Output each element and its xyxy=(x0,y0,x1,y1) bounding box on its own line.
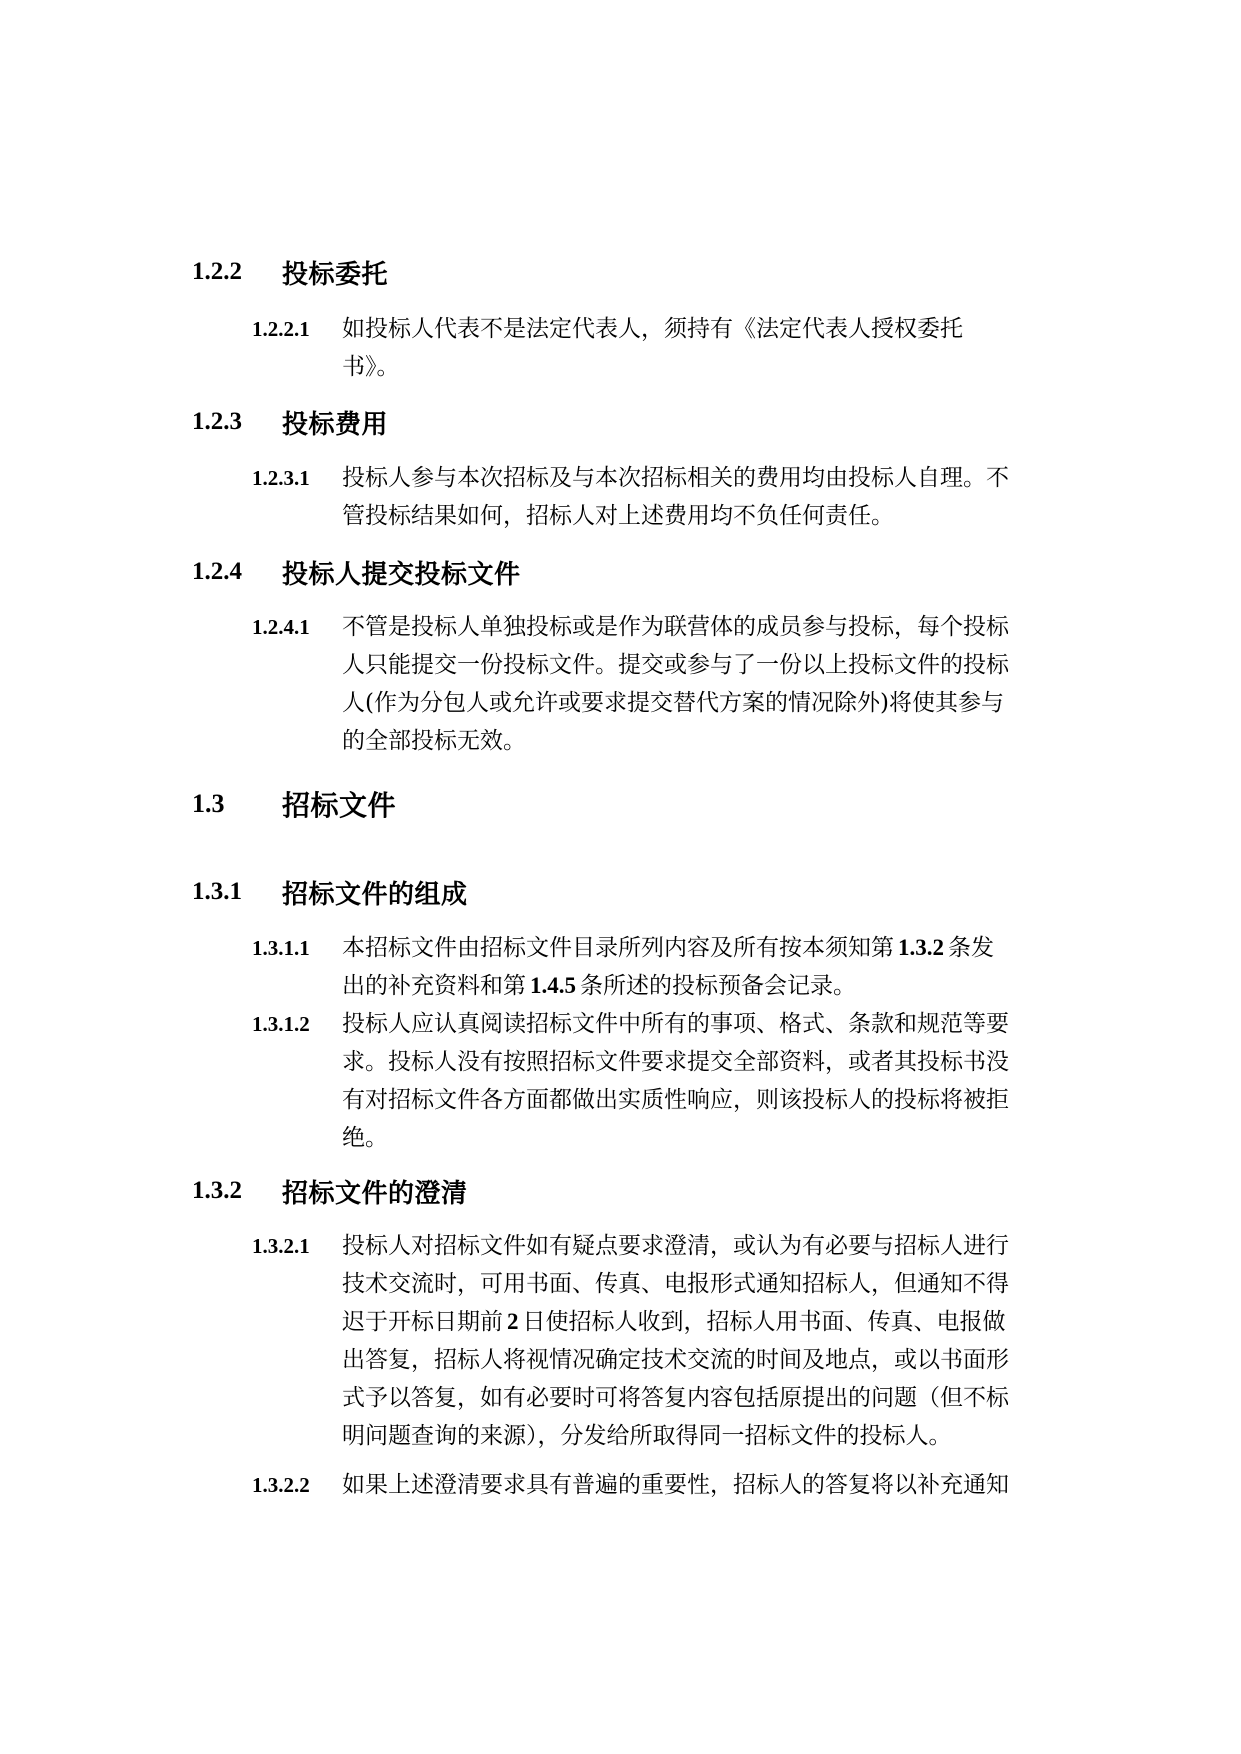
clause-line: 技术交流时，可用书面、传真、电报形式通知招标人，但通知不得 xyxy=(342,1271,1009,1297)
clause-line: 式予以答复，如有必要时可将答复内容包括原提出的问题（但不标 xyxy=(342,1385,1009,1411)
clause-text: 日使招标人收到，招标人用书面、传真、电报做 xyxy=(522,1309,1006,1335)
clause-text: 出的补充资料和第 xyxy=(342,973,526,999)
clause-line: 投标人应认真阅读招标文件中所有的事项、格式、条款和规范等要 xyxy=(342,1011,1009,1037)
clause-line xyxy=(342,967,1048,1005)
section-number: 1.2.3 xyxy=(192,408,242,435)
clause-line: 出答复，招标人将视情况确定技术交流的时间及地点，或以书面形 xyxy=(342,1347,1009,1373)
clause-line xyxy=(342,1303,1048,1341)
section-heading xyxy=(192,872,468,912)
clause-text: 本招标文件由招标文件目录所列内容及所有按本须知第 xyxy=(342,935,894,961)
section-number: 1.3 xyxy=(192,789,225,818)
clause-line: 不管是投标人单独投标或是作为联营体的成员参与投标，每个投标 xyxy=(342,614,1009,640)
clause-line: 管投标结果如何，招标人对上述费用均不负任何责任。 xyxy=(342,503,894,529)
section-heading xyxy=(192,784,396,824)
clause-line: 如果上述澄清要求具有普遍的重要性，招标人的答复将以补充通知 xyxy=(342,1472,1009,1498)
clause-text: 条所述的投标预备会记录。 xyxy=(580,973,856,999)
clause-number: 1.3.2.2 xyxy=(252,1473,310,1497)
section-number: 1.3.1 xyxy=(192,878,242,905)
section-title: 招标文件的澄清 xyxy=(282,1178,468,1209)
section-heading xyxy=(192,402,388,442)
clause-line: 投标人对招标文件如有疑点要求澄清，或认为有必要与招标人进行 xyxy=(342,1233,1009,1259)
section-heading xyxy=(192,552,521,592)
clause-line: 的全部投标无效。 xyxy=(342,728,526,754)
clause-line: 投标人参与本次招标及与本次招标相关的费用均由投标人自理。不 xyxy=(342,465,1009,491)
section-title: 招标文件的组成 xyxy=(282,879,468,910)
section-number: 1.2.2 xyxy=(192,258,242,285)
clause-number: 1.3.1.1 xyxy=(252,936,310,960)
clause-line: 明问题查询的来源），分发给所取得同一招标文件的投标人。 xyxy=(342,1423,952,1449)
clause-number: 1.2.3.1 xyxy=(252,466,310,490)
clause-number: 1.3.2.1 xyxy=(252,1234,310,1258)
clause-reference: 2 xyxy=(507,1309,519,1334)
clause-line: 书》。 xyxy=(342,354,400,380)
section-heading xyxy=(192,252,388,292)
section-number: 1.3.2 xyxy=(192,1177,242,1204)
clause-reference: 1.4.5 xyxy=(530,973,576,998)
clause-text: 迟于开标日期前 xyxy=(342,1309,503,1335)
clause-line xyxy=(342,929,1048,967)
clause-number: 1.2.2.1 xyxy=(252,317,310,341)
section-heading xyxy=(192,1171,468,1211)
clause-line: 人(作为分包人或允许或要求提交替代方案的情况除外)将使其参与 xyxy=(342,690,1004,716)
section-title: 招标文件 xyxy=(282,789,397,822)
clause-reference: 1.3.2 xyxy=(898,935,944,960)
clause-number: 1.2.4.1 xyxy=(252,615,310,639)
clause-number: 1.3.1.2 xyxy=(252,1012,310,1036)
section-title: 投标人提交投标文件 xyxy=(282,559,521,590)
clause-line: 绝。 xyxy=(342,1125,388,1151)
clause-text: 条发 xyxy=(948,935,994,961)
clause-line: 如投标人代表不是法定代表人，须持有《法定代表人授权委托 xyxy=(342,316,963,342)
clause-line: 求。投标人没有按照招标文件要求提交全部资料，或者其投标书没 xyxy=(342,1049,1009,1075)
section-title: 投标费用 xyxy=(282,409,389,440)
section-number: 1.2.4 xyxy=(192,558,242,585)
section-title: 投标委托 xyxy=(282,259,389,290)
clause-line: 人只能提交一份投标文件。提交或参与了一份以上投标文件的投标 xyxy=(342,652,1009,678)
clause-line: 有对招标文件各方面都做出实质性响应，则该投标人的投标将被拒 xyxy=(342,1087,1009,1113)
